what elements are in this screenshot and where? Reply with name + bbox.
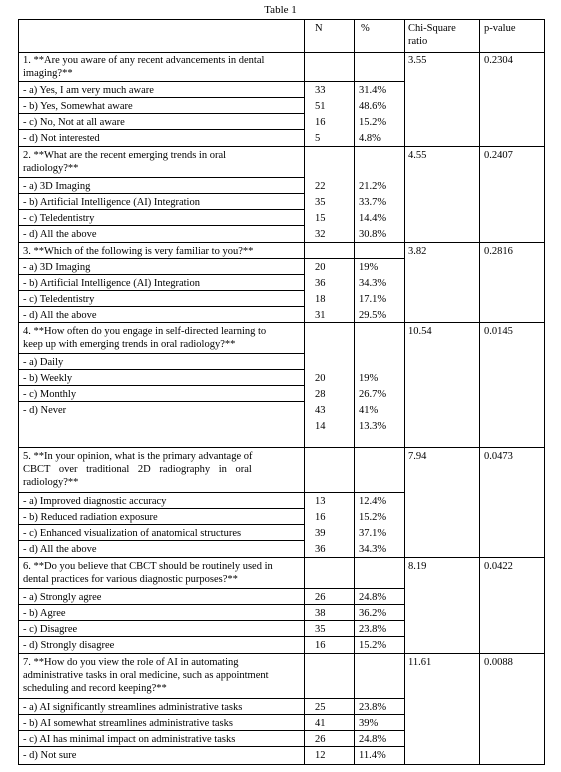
option-label: - c) Teledentistry [23,213,95,224]
option-n: 12 [315,750,326,761]
option-n: 13 [315,496,326,507]
row-line [19,636,404,637]
question-6-text: 6. **Do you believe that CBCT should be routinely used in [23,561,273,572]
row-line [19,306,304,307]
question-7-text: 7. **How do you view the role of AI in automating [23,657,239,668]
option-label: - b) Yes, Somewhat aware [23,101,133,112]
option-pct: 41% [359,405,379,416]
option-label: - a) 3D Imaging [23,262,91,273]
option-pct: 31.4% [359,85,387,96]
option-label: - a) Improved diagnostic accuracy [23,496,167,507]
option-pct: 15.2% [359,512,387,523]
row-line [19,698,404,699]
row-line [19,97,304,98]
option-label: - a) 3D Imaging [23,181,91,192]
option-pct: 30.8% [359,229,387,240]
header-chi-square: Chi-Square [408,23,456,34]
option-label: - d) Strongly disagree [23,640,115,651]
option-pct: 24.8% [359,734,387,745]
question-5-text-cont: CBCT over traditional 2D radiography in oral [23,464,252,475]
survey-table [18,19,545,765]
row-line [19,225,304,226]
option-n: 26 [315,592,326,603]
row-line [19,508,304,509]
option-label: - d) Not sure [23,750,77,761]
option-label: - b) Reduced radiation exposure [23,512,158,523]
option-label: - d) All the above [23,310,97,321]
option-label: - c) No, Not at all aware [23,117,125,128]
option-pct: 36.2% [359,608,387,619]
question-6-chi: 8.19 [408,561,427,572]
row-line [19,492,404,493]
row-line [19,588,404,589]
option-label: - b) Artificial Intelligence (AI) Integration [23,278,200,289]
option-label: - a) AI significantly streamlines administrative tasks [23,702,243,713]
row-line [19,714,404,715]
question-7-p: 0.0088 [484,657,513,668]
row-line [19,524,304,525]
question-5-p: 0.0473 [484,451,513,462]
section-line [19,557,544,558]
question-2-chi: 4.55 [408,150,427,161]
option-pct: 29.5% [359,310,387,321]
option-label: - c) Teledentistry [23,294,95,305]
option-pct: 13.3% [359,421,387,432]
option-pct: 48.6% [359,101,387,112]
section-line [19,146,544,147]
option-n: 32 [315,229,326,240]
row-line [19,385,304,386]
option-n: 20 [315,262,326,273]
option-label: - a) Yes, I am very much aware [23,85,154,96]
question-2-text: 2. **What are the recent emerging trends in oral [23,150,227,161]
question-3-p: 0.2816 [484,246,513,257]
option-pct: 19% [359,373,379,384]
section-line [19,653,544,654]
option-label: - b) Agree [23,608,66,619]
option-n: 22 [315,181,326,192]
option-n: 33 [315,85,326,96]
header-divider [19,52,544,53]
option-pct: 34.3% [359,544,387,555]
table-caption: Table 1 [264,4,297,16]
option-label: - b) Artificial Intelligence (AI) Integration [23,197,200,208]
option-label: - c) Disagree [23,624,78,635]
question-4-text: 4. **How often do you engage in self-directed learning to [23,326,267,337]
question-1-p: 0.2304 [484,55,513,66]
option-pct: 26.7% [359,389,387,400]
option-n: 38 [315,608,326,619]
option-pct: 24.8% [359,592,387,603]
row-line [19,258,404,259]
option-pct: 15.2% [359,117,387,128]
section-line [19,242,544,243]
question-4-p: 0.0145 [484,326,513,337]
option-pct: 37.1% [359,528,387,539]
option-n: 25 [315,702,326,713]
row-line [19,177,304,178]
row-line [19,129,304,130]
option-label: - d) All the above [23,544,97,555]
question-6-p: 0.0422 [484,561,513,572]
row-line [19,746,404,747]
option-pct: 12.4% [359,496,387,507]
option-label: - a) Strongly agree [23,592,102,603]
question-4-text-cont: keep up with emerging trends in oral radiology?** [23,339,236,350]
row-line [19,193,304,194]
question-2-p: 0.2407 [484,150,513,161]
header-percent: % [361,23,370,34]
question-3-text: 3. **Which of the following is very familiar to you?** [23,246,254,257]
option-pct: 11.4% [359,750,386,761]
question-3-chi: 3.82 [408,246,427,257]
header-chi-square-ratio: ratio [408,36,428,47]
option-pct: 15.2% [359,640,387,651]
option-n: 16 [315,512,326,523]
option-pct: 19% [359,262,379,273]
row-line [19,81,404,82]
question-6-text-cont: dental practices for various diagnostic purposes?** [23,574,238,585]
option-pct: 14.4% [359,213,387,224]
question-5-chi: 7.94 [408,451,427,462]
option-n: 35 [315,197,326,208]
question-7-text-cont: administrative tasks in oral medicine, such as appointment [23,670,269,681]
option-n: 26 [315,734,326,745]
question-5-text-cont2: radiology?** [23,477,79,488]
row-line [19,290,304,291]
row-line [19,113,304,114]
row-line [19,620,404,621]
option-n: 15 [315,213,326,224]
question-1-chi: 3.55 [408,55,427,66]
option-n: 35 [315,624,326,635]
option-label: - d) Never [23,405,67,416]
option-n: 51 [315,101,326,112]
option-n: 20 [315,373,326,384]
section-line [19,322,544,323]
question-4-chi: 10.54 [408,326,432,337]
question-2-text-cont: radiology?** [23,163,79,174]
option-label: - b) AI somewhat streamlines administrative tasks [23,718,233,729]
option-label: - d) All the above [23,229,97,240]
option-n: 28 [315,389,326,400]
option-pct: 33.7% [359,197,387,208]
question-1-text: 1. **Are you aware of any recent advancements in dental [23,55,265,66]
option-pct: 23.8% [359,702,387,713]
row-line [19,274,304,275]
option-pct: 39% [359,718,379,729]
option-label: - c) AI has minimal impact on administrative tasks [23,734,236,745]
option-n: 14 [315,421,326,432]
row-line [19,604,404,605]
row-line [19,369,304,370]
option-n: 36 [315,544,326,555]
option-pct: 4.8% [359,133,381,144]
option-label: - b) Weekly [23,373,73,384]
option-label: - c) Monthly [23,389,77,400]
option-label: - a) Daily [23,357,64,368]
option-n: 31 [315,310,326,321]
row-line [19,540,304,541]
question-5-text: 5. **In your opinion, what is the primary advantage of [23,451,253,462]
option-pct: 23.8% [359,624,387,635]
option-n: 36 [315,278,326,289]
option-label: - c) Enhanced visualization of anatomical structures [23,528,242,539]
option-n: 5 [315,133,321,144]
option-pct: 34.3% [359,278,387,289]
option-n: 43 [315,405,326,416]
option-n: 41 [315,718,326,729]
header-n: N [315,23,323,34]
row-line [19,730,404,731]
option-pct: 17.1% [359,294,387,305]
option-label: - d) Not interested [23,133,100,144]
question-7-text-cont2: scheduling and record keeping?** [23,683,167,694]
row-line [19,353,304,354]
row-line [19,209,304,210]
header-p-value: p-value [484,23,516,34]
row-line [19,401,304,402]
option-n: 16 [315,640,326,651]
question-7-chi: 11.61 [408,657,432,668]
option-n: 16 [315,117,326,128]
option-n: 18 [315,294,326,305]
section-line [19,447,544,448]
option-n: 39 [315,528,326,539]
option-pct: 21.2% [359,181,387,192]
question-1-text-cont: imaging?** [23,68,73,79]
